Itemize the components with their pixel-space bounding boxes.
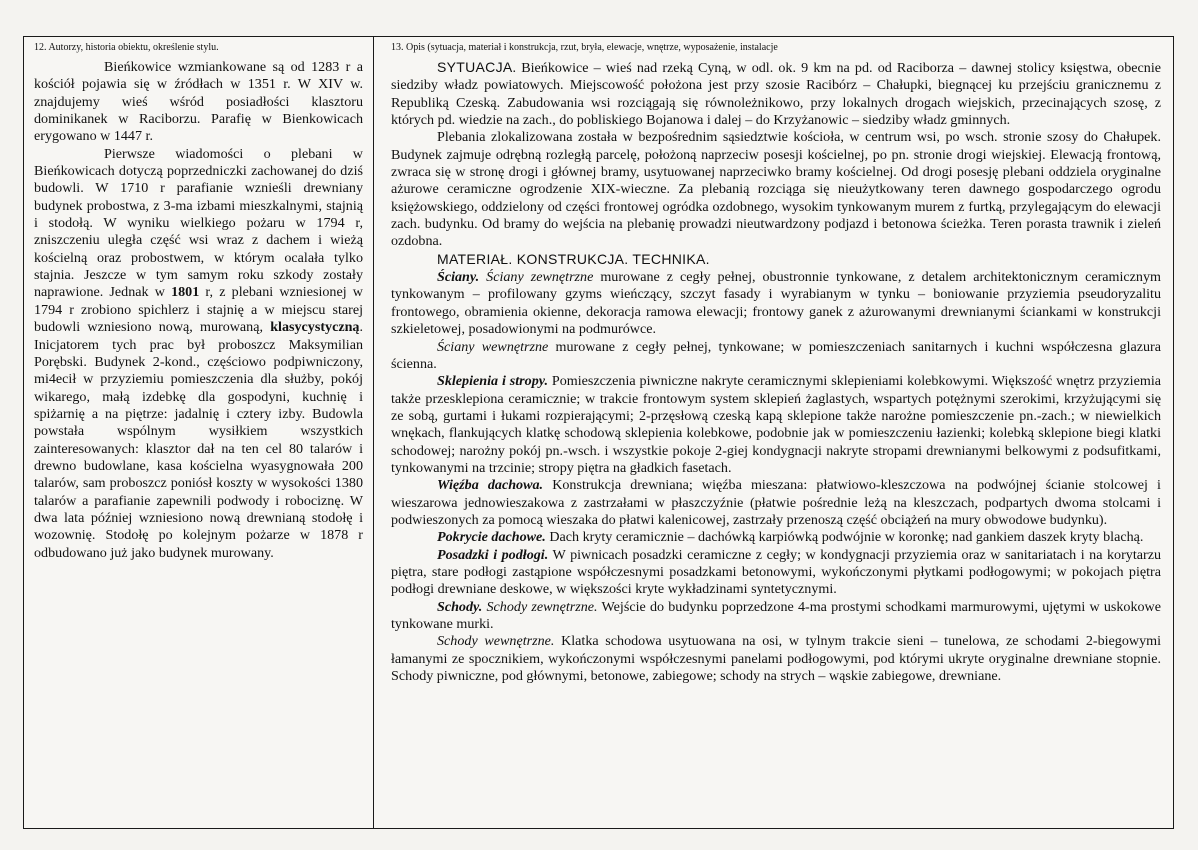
style-classicist: klasycystyczną xyxy=(270,319,360,336)
history-text-a: Pierwsze wiadomości o plebani w Bieńkowicach dotyczą poprzedniczki zachowanej do dziś budowli. W 1710 r parafianie wznieśli drewniany budynek probostwa, z 3-ma izbami mieszkalnymi, stajnią i stodołą. W wyniku wielkiego pożaru w 1794 r, zniszczeniu uległa część wsi wraz z dachem i wieżą kościelną oraz probostwem, w którym ocalała tylko stajnia. Jeszcze w tym samym roku szkody zostały naprawione. Jednak w xyxy=(34,145,363,301)
floors-text: W piwnicach posadzki ceramiczne z cegły; w kondygnacji przyziemia oraz w sanitariatach i na korytarzu piętra, stare podłogi zastąpione współczesnymi posadzkami betonowymi, wykończonymi płytkami podłogowymi; w pokojach piętra podłogi drewniane deskowe, w większości kryte wykładzinami syntetycznymi. xyxy=(391,546,1161,598)
situation-title: SYTUACJA xyxy=(437,59,513,75)
history-column xyxy=(24,37,374,828)
roofing-text: Dach kryty ceramicznie – dachówką karpiówką podwójnie w koronkę; nad gankiem daszek kryty blachą. xyxy=(545,529,1144,546)
stairs-label: Schody. xyxy=(437,598,483,615)
walls-paragraph xyxy=(391,269,1161,338)
roof-truss-label: Więźba dachowa. xyxy=(437,477,544,494)
history-text-c: . Inicjatorem tych prac był proboszcz Maksymilian Porębski. Budynek 2-kond., częściowo podpiwniczony, mi4ecił w przyziemiu pomieszczenia dla służby, pokój wikarego, małą izdebkę dla gospodyni, kuchnię i spiżarnię a na piętrze: jadalnię i cztery izby. Budowla powstała wspólnym wysiłkiem wszystkich zainteresowanych: klasztor dał na ten cel 80 talarów i drewno budowlane, kasa kościelna wyasygnowała 200 talarów, sam proboszcz poniósł koszty w wysokości 1380 talarów a parafianie zapewnili podwody i robociznę. W dwa lata później wzniesiono nową drewnianą stodołę i wozownię. Stodołę po kolejnym pożarze w 1878 r odbudowano już jako budynek murowany. xyxy=(34,319,363,561)
inner-stairs-paragraph xyxy=(391,633,1161,685)
inner-stairs-label: Schody wewnętrzne. xyxy=(437,633,555,650)
walls-label: Ściany. xyxy=(437,269,480,286)
document-page xyxy=(23,36,1174,829)
description-text xyxy=(391,59,1161,685)
situation-paragraph-1 xyxy=(391,59,1161,129)
history-header: 12. Autorzy, historia obiektu, określenie stylu. xyxy=(34,42,219,53)
history-paragraph-2 xyxy=(34,146,363,562)
inner-walls-paragraph xyxy=(391,339,1161,374)
roofing-label: Pokrycie dachowe. xyxy=(437,529,546,546)
year-1801: 1801 xyxy=(171,284,200,301)
roof-truss-paragraph xyxy=(391,477,1161,529)
roofing-paragraph xyxy=(391,529,1161,546)
vaults-text: Pomieszczenia piwniczne nakryte ceramicznymi sklepieniami kolebkowymi. Większość wnętrz przyziemia także przesklepiona ceramicznie; w trakcie frontowym system sklepień żaglastych, wspartych potężnymi szerokimi, krzyżującymi się ze sobą, gurtami i łukami rozpierającymi; 2-przęsłową czeską kapą sklepione także narożne pomieszczenie pn.-zach.; w niewielkich wnękach, flankujących klatkę schodową sklepienia kolebkowe, podobnie jak w pomieszczeniu łazienki; kolebką sklepione biegi klatki schodowej; narożny pokój pn.-wsch. i wszystkie pokoje 2-giej kondygnacji nakryte stropami drewnianymi belkowymi z podsufitkami, tynkowanymi na trzcinie; stropy piętra na gładkich fasetach. xyxy=(391,373,1161,476)
outer-stairs-label: Schody zewnętrzne. xyxy=(486,598,598,615)
history-text-b: r, z plebani wzniesionej w 1794 r zrobiono spichlerz i stajnię a w miejscu starej budowli wzniesiono nową, murowaną, xyxy=(34,284,363,336)
situation-paragraph-2: Plebania zlokalizowana została w bezpośrednim sąsiedztwie kościoła, w centrum wsi, po wsch. stronie szosy do Chałupek. Budynek zajmuje odrębną rozległą parcelę, położoną naprzeciw posesji kościelnej, po pn. stronie drogi wiejskiej. Elewacją frontową, zwraca się w stronę drogi i głównej bramy, usytuowanej naprzeciwko bramy kościelnej. Od drogi posesję plebani oddziela oryginalne ażurowe ceramiczne ogrodzenie XIX-wieczne. Za plebanią rozciąga się nieużytkowany teren dawnego gospodarczego ogrodu księżowskiego, oddzielony od części frontowej ogródka ozdobnego, wysokim tynkowanym murem z furtką, przylegającym do elewacji zach. budynku. Od bramy do wejścia na plebanię prowadzi nieutwardzony podjazd i betonowa ścieżka. Teren porasta trawnik i zieleń ozdobna. xyxy=(391,129,1161,250)
floors-label: Posadzki i podłogi. xyxy=(437,546,549,563)
inner-walls-label: Ściany wewnętrzne xyxy=(437,338,549,355)
roof-truss-text: Konstrukcja drewniana; więźba mieszana: płatwiowo-kleszczowa na podwójnej ścianie stolcowej i wieszarowa jednowieszakowa z zastrzałami w płaszczyźnie (płatwie pośrednie leżą na kleszczach, podpartych dwoma stolcami i podwieszonych za pomocą wieszaka do płatwi kalenicowej, zastrzały przenoszą część obciążeń na mury obwodowe budynku). xyxy=(391,477,1161,528)
vaults-label: Sklepienia i stropy. xyxy=(437,373,549,390)
stairs-paragraph xyxy=(391,599,1161,634)
outer-walls-text: murowane z cegły pełnej, obustronnie tynkowane, z detalem architektonicznym ceramicznym tynkowanym – profilowany gzyms wieńczący, szczyt fasady i wyrabianym w tynku – boniowanie przyziemia pseudoryzalitu frontowego, obramienia okienne, dekoracja ramowa elewacji; frontowy ganek z ażurowanymi drewnianymi ściankami w konstrukcji szkieletowej, posadowionymi na podmurówce. xyxy=(391,269,1161,338)
outer-walls-label: Ściany zewnętrzne xyxy=(486,269,594,286)
material-title xyxy=(391,251,1161,269)
inner-walls-text: murowane z cegły pełnej, tynkowane; w pomieszczeniach sanitarnych i kuchni współczesna glazura ścienna. xyxy=(391,338,1161,372)
history-text xyxy=(34,59,363,562)
situation-text: . Bieńkowice – wieś nad rzeką Cyną, w odl. ok. 9 km na pd. od Raciborza – dawnej stolicy księstwa, obecnie siedziby władz powiatowych. Miejscowość położona jest przy szosie Racibórz – Chałupki, biegnącej ku przejściu granicznemu z Republiką Czeską. Zabudowania wsi rozciągają się równoleżnikowo, przy lokalnych drogach wiejskich, przecinających szosę, z których pd. wiedzie na zach., do pobliskiego Bojanowa i dalej – do Krzyżanowic – siedziby władz gminnych. xyxy=(391,60,1161,129)
history-paragraph-1: Bieńkowice wzmiankowane są od 1283 r a kościół pojawia się w źródłach w 1351 r. W XIV w. znajdujemy wieś wśród posiadłości klasztoru dominikanek w Raciborzu. Parafię w Bienkowicach erygowano w 1447 r. xyxy=(34,59,363,145)
vaults-paragraph xyxy=(391,373,1161,477)
outer-stairs-text: Wejście do budynku poprzedzone 4-ma prostymi schodkami marmurowymi, ujętymi w uskokowe tynkowane murki. xyxy=(391,598,1161,632)
description-header: 13. Opis (sytuacja, materiał i konstrukcja, rzut, bryła, elewacje, wnętrze, wyposażenie, instalacje xyxy=(391,42,778,53)
floors-paragraph xyxy=(391,547,1161,599)
inner-stairs-text: Klatka schodowa usytuowana na osi, w tylnym trakcie sieni – tunelowa, ze schodami 2-biegowymi łamanymi ze spocznikiem, wykończonymi współczesnymi panelami podłogowymi, pod którymi ukryte oryginalne drewniane stopnie. Schody piwniczne, pod głównymi, betonowe, zabiegowe; schody na strych – wąskie zabiegowe, drewniane. xyxy=(391,633,1161,685)
material-title-text: MATERIAŁ. KONSTRUKCJA. TECHNIKA. xyxy=(437,250,710,267)
description-column xyxy=(374,37,1173,828)
